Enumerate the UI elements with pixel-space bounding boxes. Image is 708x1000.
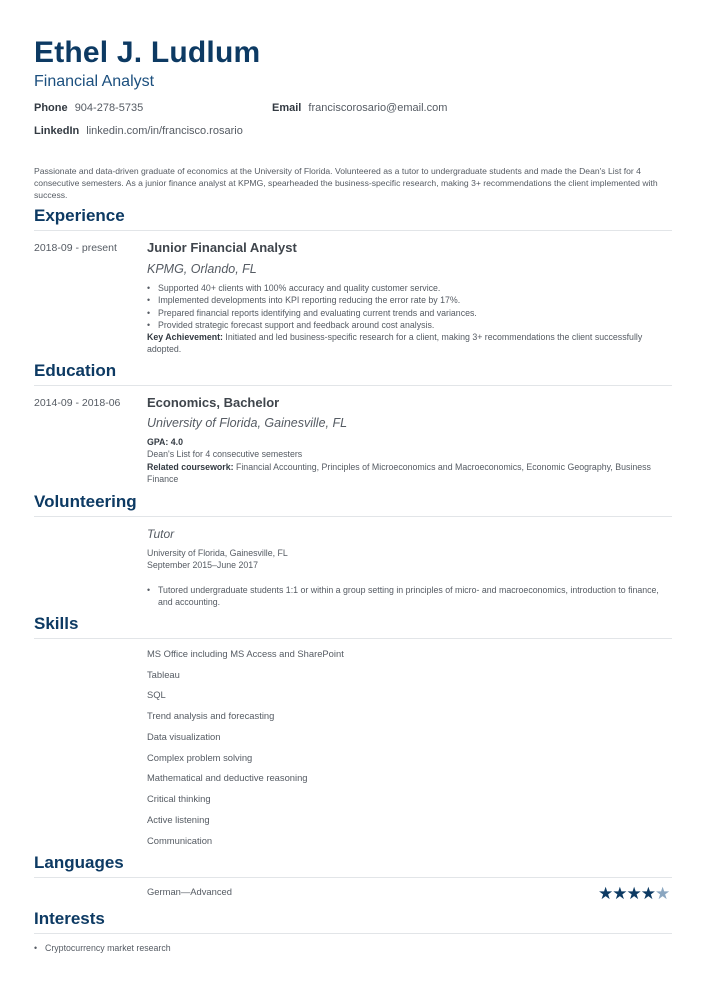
list-item: • Tutored undergraduate students 1:1 or within a group setting in principles of micro- and macroeconomics, introduction to finance, and accounting. xyxy=(158,584,672,609)
volunteer-org: University of Florida, Gainesville, FL xyxy=(147,548,288,558)
volunteer-details xyxy=(147,584,672,609)
phone-value: 904-278-5735 xyxy=(74,102,144,114)
skill-item: MS Office including MS Access and SharePoint xyxy=(147,648,344,659)
interests-bullet-list xyxy=(34,942,434,954)
section-divider xyxy=(34,933,672,934)
key-achievement-text: Initiated and led business-specific research for a client, making 3+ recommendations the client successfully adopted. xyxy=(147,332,643,355)
key-achievement-label: Key Achievement: xyxy=(147,332,223,343)
gpa: GPA: 4.0 xyxy=(147,437,184,447)
list-item: • Supported 40+ clients with 100% accuracy and quality customer service. xyxy=(158,282,672,294)
coursework xyxy=(147,461,672,486)
experience-dates: 2018-09 - present xyxy=(34,242,117,254)
linkedin-value: linkedin.com/in/francisco.rosario xyxy=(86,125,243,137)
email-contact xyxy=(272,101,447,115)
skill-item: Tableau xyxy=(147,669,180,680)
section-divider xyxy=(34,385,672,386)
star-filled-icon: ★ xyxy=(598,884,613,903)
profile-summary: Passionate and data-driven graduate of economics at the University of Florida. Volunteered as a tutor to undergraduate students and made the Dean's List for 4 consecutive semesters. As a junior finance analyst at KPMG, spearheaded the business-specific research, making 3+ recommendations the client implemented with success. xyxy=(34,166,658,201)
volunteer-dates: September 2015–June 2017 xyxy=(147,560,259,571)
phone-label: Phone xyxy=(34,102,68,114)
volunteer-bullet-list xyxy=(147,584,672,609)
star-filled-icon: ★ xyxy=(640,884,655,903)
deans-list: Dean's List for 4 consecutive semesters xyxy=(147,449,303,460)
volunteer-role: Tutor xyxy=(147,527,175,541)
linkedin-label: LinkedIn xyxy=(34,125,80,137)
phone-contact xyxy=(34,101,143,115)
list-item: • Prepared financial reports identifying and evaluating current trends and variances. xyxy=(158,307,672,319)
section-title-interests: Interests xyxy=(34,909,105,928)
skill-item: Critical thinking xyxy=(147,793,211,804)
star-filled-icon: ★ xyxy=(626,884,641,903)
education-details xyxy=(147,436,672,485)
star-empty-icon: ★ xyxy=(655,884,670,903)
skill-item: Trend analysis and forecasting xyxy=(147,710,275,721)
email-label: Email xyxy=(272,102,302,114)
section-divider xyxy=(34,638,672,639)
skill-item: Complex problem solving xyxy=(147,752,253,763)
skill-item: SQL xyxy=(147,689,166,700)
degree-title: Economics, Bachelor xyxy=(147,395,280,410)
volunteer-org-block xyxy=(147,547,672,572)
email-value: franciscorosario@email.com xyxy=(308,102,448,114)
education-dates: 2014-09 - 2018-06 xyxy=(34,397,121,409)
linkedin-contact xyxy=(34,124,243,138)
section-title-volunteering: Volunteering xyxy=(34,492,137,511)
list-item: • Provided strategic forecast support and feedback around cost analysis. xyxy=(158,319,672,331)
skill-item: Communication xyxy=(147,835,213,846)
star-filled-icon: ★ xyxy=(612,884,627,903)
company-location: KPMG, Orlando, FL xyxy=(147,262,257,276)
list-item: • Cryptocurrency market research xyxy=(45,942,434,954)
skill-item: Data visualization xyxy=(147,731,221,742)
skill-item: Active listening xyxy=(147,814,210,825)
list-item: • Implemented developments into KPI reporting reducing the error rate by 17%. xyxy=(158,294,672,306)
candidate-name: Ethel J. Ludlum xyxy=(34,36,261,69)
section-divider xyxy=(34,877,672,878)
job-title: Junior Financial Analyst xyxy=(147,240,297,255)
interests-list-wrap xyxy=(34,942,434,954)
experience-bullet-list xyxy=(147,282,672,331)
section-title-skills: Skills xyxy=(34,614,79,633)
experience-details xyxy=(147,282,672,356)
coursework-label: Related coursework: xyxy=(147,461,234,472)
key-achievement xyxy=(147,331,672,356)
language-item: German—Advanced xyxy=(147,886,232,897)
section-divider xyxy=(34,230,672,231)
coursework-text: Financial Accounting, Principles of Microeconomics and Macroeconomics, Economic Geography, Business Finance xyxy=(147,461,651,484)
language-rating xyxy=(598,885,669,903)
candidate-role: Financial Analyst xyxy=(34,73,155,90)
section-title-languages: Languages xyxy=(34,853,124,872)
section-title-education: Education xyxy=(34,361,117,380)
skill-item: Mathematical and deductive reasoning xyxy=(147,772,308,783)
section-title-experience: Experience xyxy=(34,206,125,225)
school-location: University of Florida, Gainesville, FL xyxy=(147,416,348,430)
section-divider xyxy=(34,516,672,517)
